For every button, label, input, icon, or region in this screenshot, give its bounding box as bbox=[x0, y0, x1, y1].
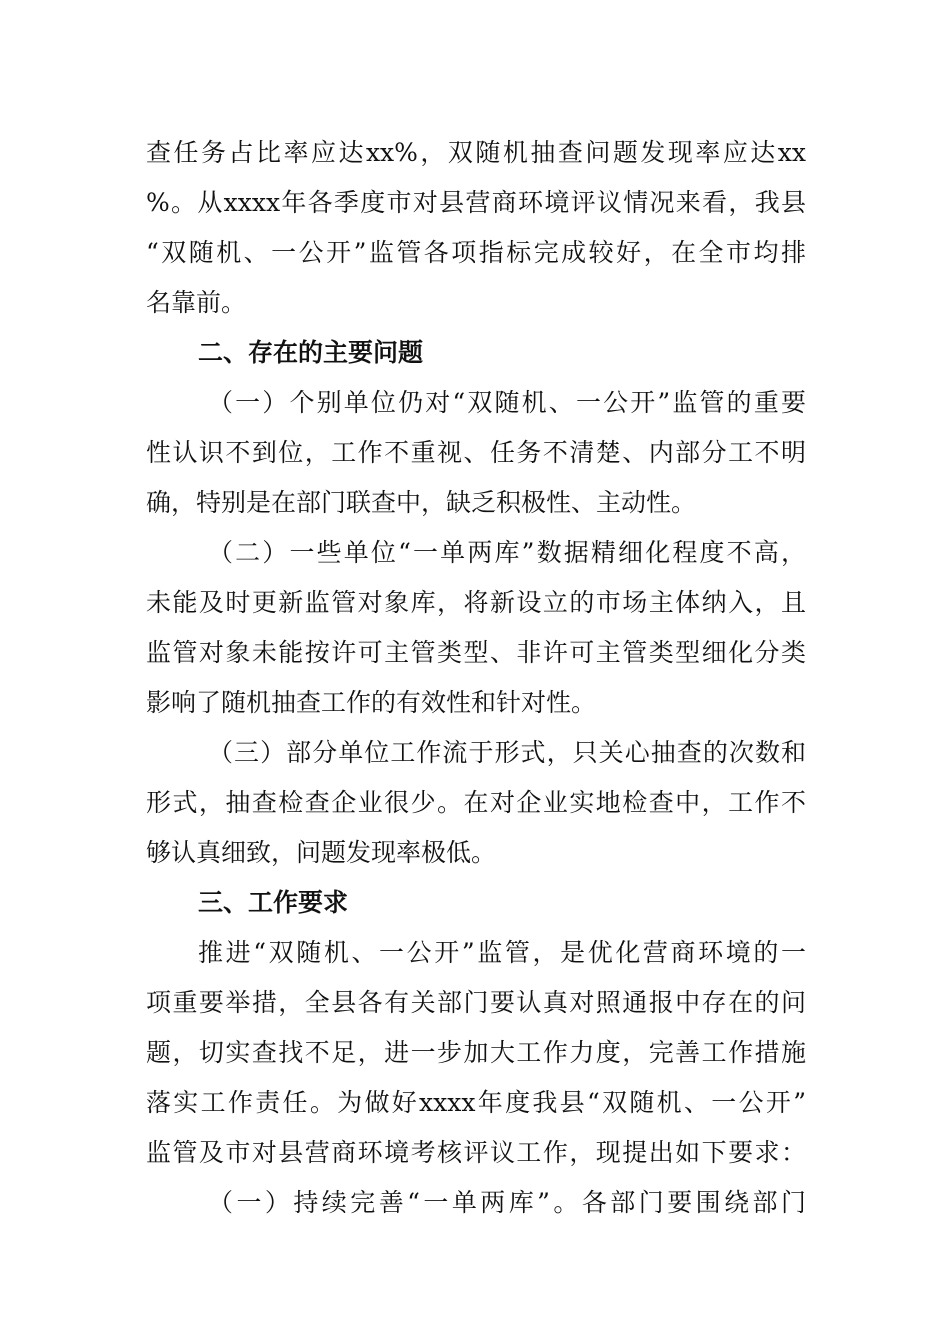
paragraph-first-line: 推进“双随机、一公开”监管，是优化营商环境的一 bbox=[198, 938, 806, 967]
paragraph-first-line: （一）持续完善“一单两库”。各部门要围绕部门 bbox=[208, 1188, 806, 1217]
body-line: 落实工作责任。为做好xxxx年度我县“双随机、一公开” bbox=[146, 1088, 806, 1117]
body-line: 确，特别是在部门联查中，缺乏积极性、主动性。 bbox=[146, 488, 697, 517]
document-body bbox=[146, 128, 806, 1228]
body-line: 性认识不到位，工作不重视、任务不清楚、内部分工不明 bbox=[146, 438, 806, 467]
section-heading: 三、工作要求 bbox=[198, 888, 349, 917]
body-line: 影响了随机抽查工作的有效性和针对性。 bbox=[146, 688, 597, 717]
body-line: 查任务占比率应达xx%，双随机抽查问题发现率应达xx bbox=[146, 138, 806, 167]
body-line: “双随机、一公开”监管各项指标完成较好，在全市均排 bbox=[146, 238, 806, 267]
body-line: 够认真细致，问题发现率极低。 bbox=[146, 838, 497, 867]
body-line: 未能及时更新监管对象库，将新设立的市场主体纳入，且 bbox=[146, 588, 806, 617]
section-heading: 二、存在的主要问题 bbox=[198, 338, 424, 367]
paragraph-first-line: （二）一些单位“一单两库”数据精细化程度不高， bbox=[208, 538, 806, 567]
body-line: 监管及市对县营商环境考核评议工作，现提出如下要求： bbox=[146, 1138, 806, 1167]
body-line: 形式，抽查检查企业很少。在对企业实地检查中，工作不 bbox=[146, 788, 806, 817]
paragraph-first-line: （一）个别单位仍对“双随机、一公开”监管的重要 bbox=[208, 388, 806, 417]
paragraph-first-line: （三）部分单位工作流于形式，只关心抽查的次数和 bbox=[208, 738, 806, 767]
body-line: 题，切实查找不足，进一步加大工作力度，完善工作措施 bbox=[146, 1038, 806, 1067]
body-line: %。从xxxx年各季度市对县营商环境评议情况来看，我县 bbox=[146, 188, 806, 217]
body-line: 项重要举措，全县各有关部门要认真对照通报中存在的问 bbox=[146, 988, 806, 1017]
body-line: 监管对象未能按许可主管类型、非许可主管类型细化分类 bbox=[146, 638, 806, 667]
body-line: 名靠前。 bbox=[146, 288, 247, 317]
